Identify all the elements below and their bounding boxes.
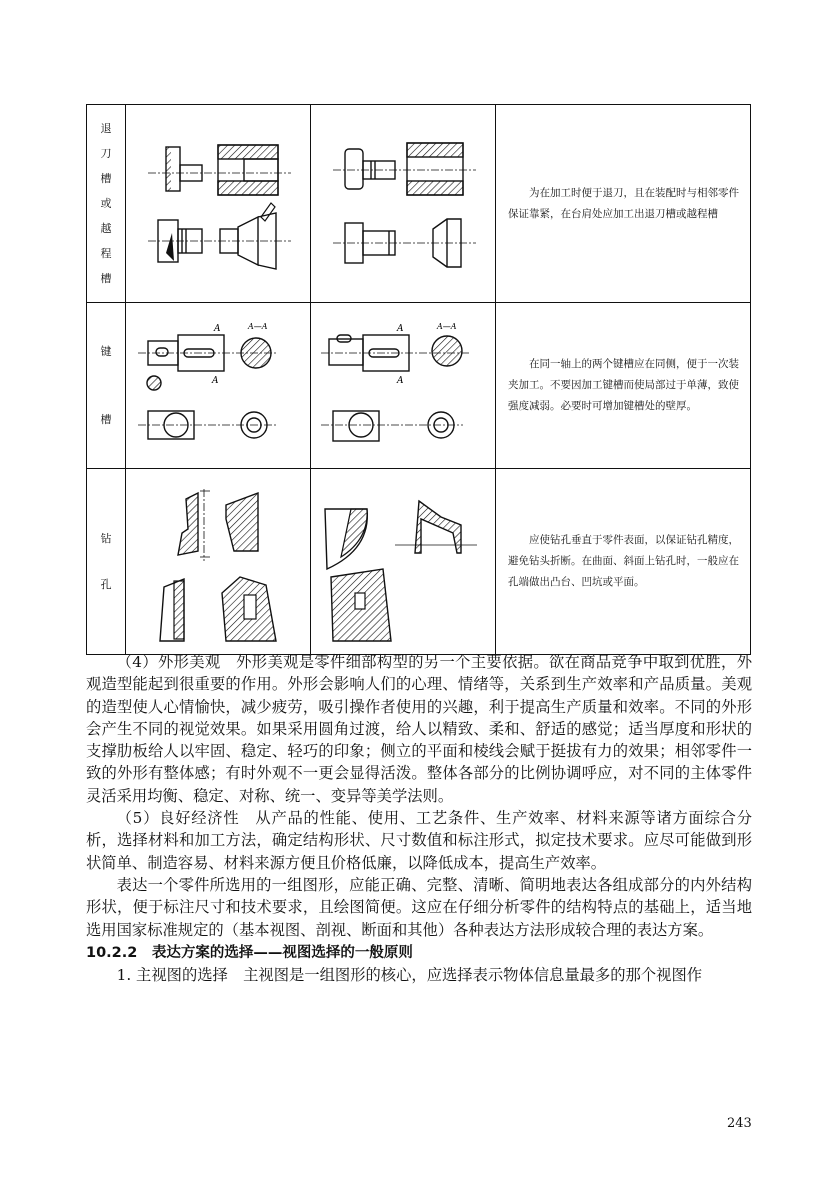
undercut-description: 为在加工时便于退刀，且在装配时与相邻零件保证靠紧，在台肩处应加工出退刀槽或越程槽 [496, 105, 751, 303]
svg-text:A: A [397, 376, 404, 386]
keyway-description: 在同一轴上的两个键槽应在同侧，便于一次装夹加工。不要因加工键槽而使局部过于单薄，致使强度减弱。必要时可增加键槽处的壁厚。 [496, 303, 751, 469]
undercut-good-drawing [311, 105, 495, 302]
svg-text:A—A: A—A [248, 322, 268, 331]
table-row-drilling [87, 469, 751, 655]
keyway-bad-drawing [126, 303, 310, 468]
undercut-bad-figure [126, 105, 311, 303]
drilling-bad-drawing [126, 469, 310, 654]
row-name-drilling: 钻 孔 [87, 469, 126, 655]
undercut-good-figure [311, 105, 496, 303]
svg-text:A: A [212, 376, 219, 386]
paragraph-main-view: 1. 主视图的选择 主视图是一组图形的核心，应选择表示物体信息量最多的那个视图作 [116, 965, 703, 984]
keyway-bad-figure [126, 303, 311, 469]
keyway-good-drawing [311, 303, 495, 468]
paragraph-economy: （5）良好经济性 从产品的性能、使用、工艺条件、生产效率、材料来源等诸方面综合分析，选择材料和加工方法，确定结构形状、尺寸数值和标注形式，拟定技术要求。应尽可能做到形状简单、制造容易、材料来源方便且价格低廉，以降低成本，提高生产效率。 [86, 809, 752, 872]
svg-text:A: A [397, 324, 404, 334]
table-row-keyway [87, 303, 751, 469]
paragraph-appearance: （4）外形美观 外形美观是零件细部构型的另一个主要依据。欲在商品竞争中取到优胜，外观造型能起到很重要的作用。外形会影响人们的心理、情绪等，关系到生产效率和产品质量。美观的造型使人心情愉快，减少疲劳，吸引操作者使用的兴趣，利于提高生产质量和效率。不同的外形会产生不同的视觉效果。如果采用圆角过渡，给人以精致、柔和、舒适的感觉；适当厚度和形状的支撑肋板给人以牢固、稳定、轻巧的印象；侧立的平面和棱线会赋于挺拔有力的效果；相邻零件一致的外形有整体感；有时外观不一更会显得活泼。整体各部分的比例协调呼应，对不同的主体零件灵活采用均衡、稳定、对称、统一、变异等美学法则。 [86, 653, 752, 805]
undercut-bad-drawing [126, 105, 310, 302]
body-text [86, 651, 752, 986]
drilling-bad-figure [126, 469, 311, 655]
row-name-keyway: 键 槽 [87, 303, 126, 469]
drilling-good-figure [311, 469, 496, 655]
row-name-undercut: 退 刀 槽 或 越 程 槽 [87, 105, 126, 303]
paragraph-expression: 表达一个零件所选用的一组图形，应能正确、完整、清晰、简明地表达各组成部分的内外结构形状，便于标注尺寸和技术要求，且绘图简便。这应在仔细分析零件的结构特点的基础上，适当地选用国家标准规定的（基本视图、剖视、断面和其他）各种表达方法形成较合理的表达方案。 [86, 875, 752, 939]
keyway-good-figure [311, 303, 496, 469]
design-features-table [86, 104, 751, 655]
svg-text:A—A: A—A [437, 322, 457, 331]
drilling-description: 应使钻孔垂直于零件表面，以保证钻孔精度，避免钻头折断。在曲面、斜面上钻孔时，一般应在孔端做出凸台、凹坑或平面。 [496, 469, 751, 655]
page-number: 243 [727, 1116, 752, 1131]
table-row-undercut [87, 105, 751, 303]
drilling-good-drawing [311, 469, 495, 654]
section-heading: 10.2.2 表达方案的选择——视图选择的一般原则 [86, 944, 413, 961]
svg-text:A: A [214, 324, 221, 334]
